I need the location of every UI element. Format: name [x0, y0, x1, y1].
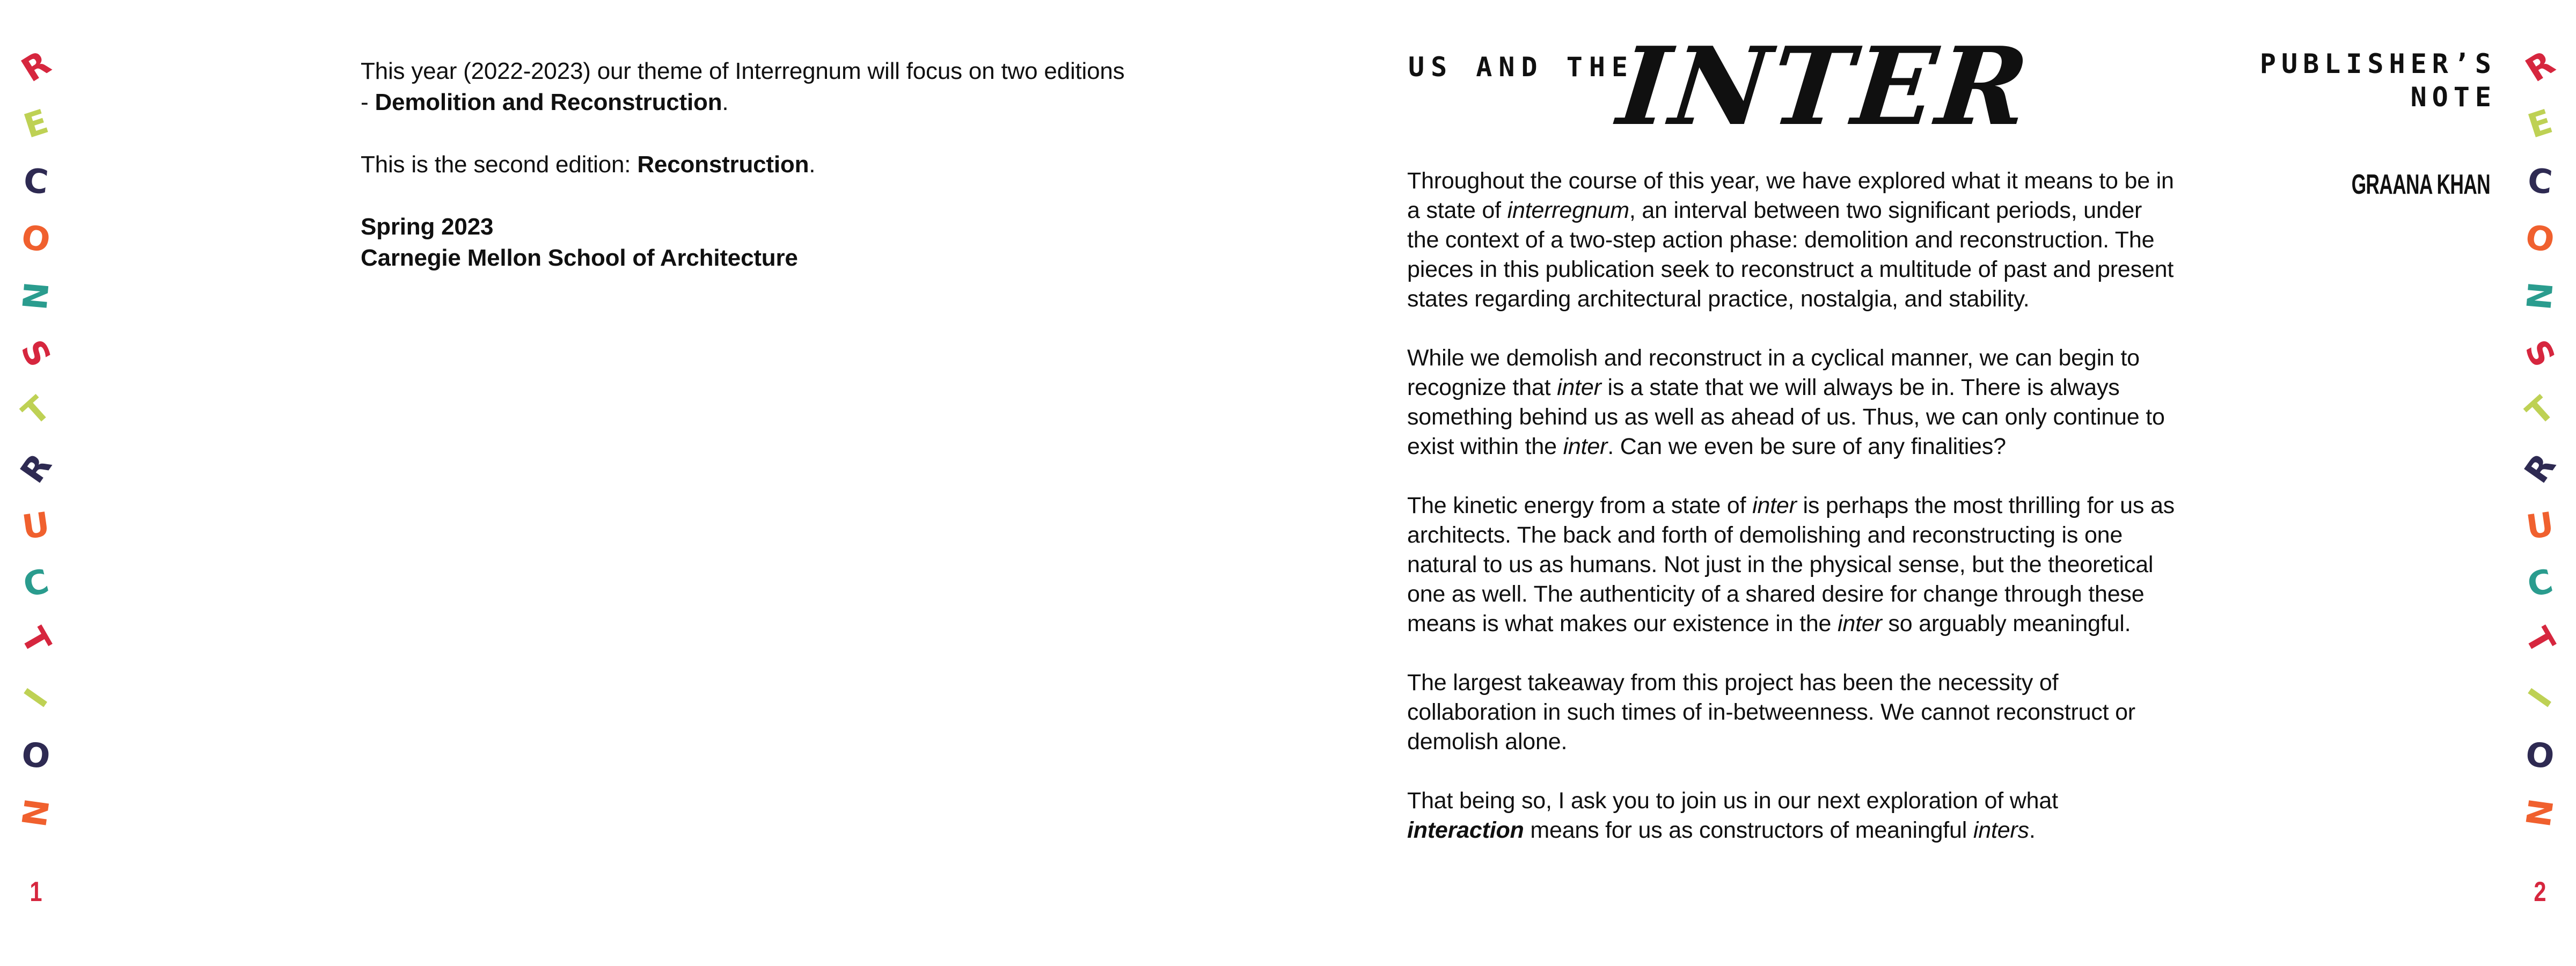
- rail-letter-o-4: O: [18, 216, 54, 260]
- rail-letter-s-6: S: [2517, 333, 2564, 374]
- publishers-note-label-line2: NOTE: [2410, 82, 2497, 113]
- right-reconstruction-rail: [2511, 38, 2570, 841]
- article-title-inter: INTER: [1613, 24, 2036, 150]
- rail-letter-c-3: C: [21, 160, 50, 202]
- rail-letter-r-1: R: [14, 42, 57, 90]
- publishers-note-label: [2260, 47, 2497, 114]
- rail-letter-i-12: I: [2520, 681, 2560, 714]
- rail-letter-s-6: S: [13, 333, 60, 374]
- paragraph: This year (2022-2023) our theme of Interregnum will focus on two editions - Demolition and Reconstruction.: [361, 58, 1125, 115]
- rail-letter-o-13: O: [2524, 734, 2557, 777]
- rail-letter-t-7: T: [14, 388, 57, 433]
- rail-letter-e-2: E: [2523, 101, 2557, 146]
- paragraph: That being so, I ask you to join us in our next exploration of what interaction means for us as constructors of meaningful inters.: [1407, 788, 2058, 843]
- rail-letter-t-11: T: [13, 620, 59, 660]
- paragraph: This is the second edition: Reconstruction.: [361, 151, 816, 178]
- paragraph: Spring 2023: [361, 214, 494, 240]
- rail-letter-n-5: N: [14, 280, 57, 312]
- rail-letter-e-2: E: [19, 101, 53, 146]
- article-kicker: US AND THE: [1408, 52, 1635, 83]
- rail-letter-u-9: U: [2523, 504, 2556, 547]
- page-number-left: 1: [30, 876, 42, 908]
- rail-letter-n-14: N: [14, 796, 57, 830]
- paragraph: Carnegie Mellon School of Architecture: [361, 245, 798, 271]
- publishers-note-label-line1: PUBLISHER’S: [2259, 48, 2497, 79]
- rail-letter-u-9: U: [19, 504, 52, 547]
- rail-letter-t-11: T: [2518, 620, 2563, 660]
- rail-letter-r-8: R: [12, 446, 60, 490]
- paragraph: The kinetic energy from a state of inter is perhaps the most thrilling for us as architects. The back and forth of demolishing and reconstructing is one natural to us as humans. Not just in the physical sense, but the theoretical one as well. The authenticity of a shared desire for change through these means is what makes our existence in the inter so arguably meaningful.: [1407, 493, 2175, 636]
- rail-letter-r-8: R: [2516, 446, 2564, 490]
- rail-letter-c-10: C: [19, 561, 53, 605]
- rail-letter-n-5: N: [2519, 280, 2561, 312]
- rail-letter-n-14: N: [2518, 796, 2562, 830]
- publishers-note-body: [1407, 166, 2175, 875]
- left-page-intro: [361, 56, 1128, 305]
- rail-letter-c-3: C: [2526, 160, 2555, 202]
- rail-letter-t-7: T: [2518, 388, 2562, 433]
- left-reconstruction-rail: [6, 38, 65, 841]
- byline-author: GRAANA KHAN: [2351, 169, 2490, 200]
- rail-letter-o-13: O: [20, 734, 53, 777]
- rail-letter-c-10: C: [2523, 561, 2557, 605]
- paragraph: While we demolish and reconstruct in a cyclical manner, we can begin to recognize that inter is a state that we will always be in. There is always something behind us as well as ahead of us. Thus, we can only continue to exist within the inter. Can we even be sure of any finalities?: [1407, 345, 2165, 459]
- page-number-right: 2: [2534, 876, 2546, 908]
- paragraph: Throughout the course of this year, we have explored what it means to be in a state of interregnum, an interval between two significant periods, under the context of a two-step action phase: demolition and reconstruction. The pieces in this publication seek to reconstruct a multitude of past and present states regarding architectural practice, nostalgia, and stability.: [1407, 168, 2174, 312]
- paragraph: The largest takeaway from this project has been the necessity of collaboration in such times of in-betweenness. We cannot reconstruct or demolish alone.: [1407, 670, 2135, 755]
- rail-letter-i-12: I: [16, 681, 56, 714]
- rail-letter-r-1: R: [2519, 42, 2562, 90]
- rail-letter-o-4: O: [2522, 216, 2558, 260]
